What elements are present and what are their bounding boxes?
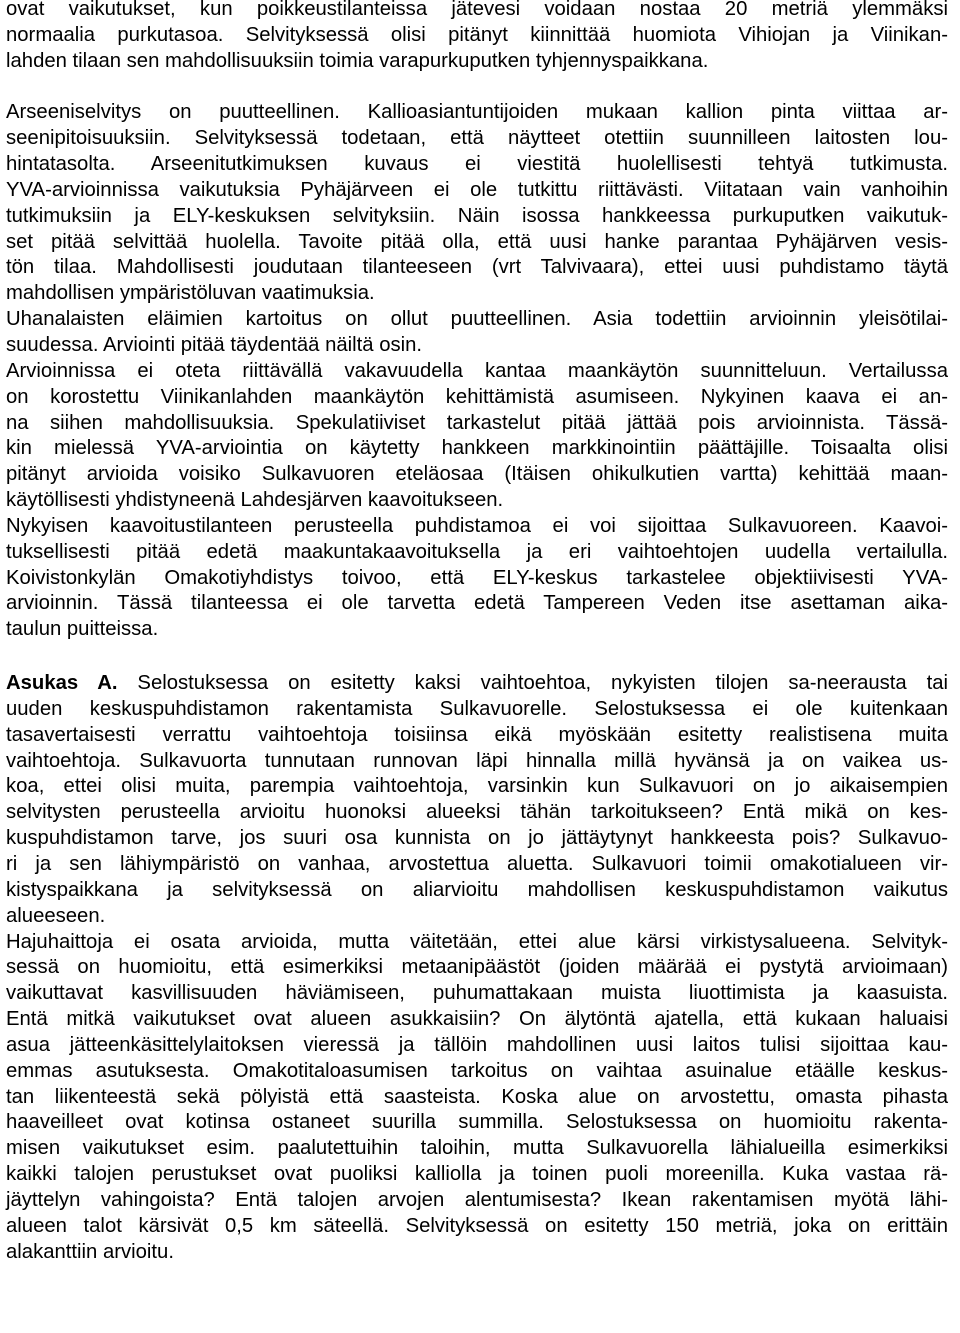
text-line: haaveilleet ovat kotinsa ostaneet suurilla summilla. Selostuksessa on huomioitu rakenta- bbox=[6, 1111, 948, 1134]
text-line: mahdollisen ympäristöluvan vaatimuksia. bbox=[6, 282, 375, 305]
text-line: tön tilaa. Mahdollisesti joudutaan tilanteeseen (vrt Talvivaara), ettei uusi puhdistamo täytä bbox=[6, 256, 948, 279]
text-line: jäyttelyn vahingoista? Entä talojen arvojen alentumisesta? Ikean rakentamisen myötä lähi- bbox=[6, 1188, 948, 1211]
speaker-heading: Asukas A. bbox=[6, 672, 118, 695]
text-line: kaikki talojen perustukset ovat puoliksi kalliolla ja toinen puoli moreenilla. Kuka vastaa rä- bbox=[6, 1163, 948, 1186]
text-line: arvioinnin. Tässä tilanteessa ei ole tarvetta edetä Tampereen Veden itse asettaman aika- bbox=[6, 592, 948, 615]
section-asukas-a bbox=[6, 671, 948, 1265]
text-line-rest: Selostuksessa on esitetty kaksi vaihtoehtoa, nykyisten tilojen sa-neerausta tai bbox=[117, 672, 948, 695]
text-line: kuspuhdistamon tarve, jos suuri osa kunnista on jo jättäytynyt hankkeesta pois? Sulkavuo- bbox=[6, 827, 948, 850]
text-line: vaikuttavat kasvillisuuden häviämiseen, puhumattakaan muista liuottimista ja kaasuista. bbox=[6, 982, 948, 1005]
text-line: ovat vaikutukset, kun poikkeustilanteissa jätevesi voidaan nostaa 20 metriä ylemmäksi bbox=[6, 0, 948, 20]
text-line: alakanttiin arvioitu. bbox=[6, 1240, 174, 1263]
text-line: Nykyisen kaavoitustilanteen perusteella puhdistamoa ei voi sijoittaa Sulkavuoreen. Kaavoi- bbox=[6, 514, 948, 537]
text-line: Hajuhaittoja ei osata arvioida, mutta väitetään, ettei alue kärsi virkistysalueena. Selvityk- bbox=[6, 930, 948, 953]
text-line: ri ja sen lähiympäristö on vanhaa, arvostettua aluetta. Sulkavuori toimii omakotialueen vir- bbox=[6, 853, 948, 875]
text-line: pitänyt arvioida voisiko Sulkavuoren eteläosaa (Itäisen ohikulkutien vartta) kehittää maan- bbox=[6, 463, 948, 486]
paragraph-gap bbox=[6, 643, 948, 671]
text-line: on korostettu Viinikanlahden maankäytön kehittämistä asumiseen. Nykyinen kaava ei an- bbox=[6, 385, 948, 408]
text-line: sessä on huomioitu, että esimerkiksi metaanipäästöt (joiden määrää ei pystytä arvioimaan) bbox=[6, 956, 948, 979]
text-line: Koivistonkylän Omakotiyhdistys toivoo, että ELY-keskus tarkastelee objektiivisesti YVA- bbox=[6, 566, 948, 589]
text-line: selvitysten perusteella arvioitu huonoksi alueeksi tähän tarkoitukseen? Entä mikä on kes- bbox=[6, 801, 948, 824]
text-line: Arvioinnissa ei oteta riittävällä vakavuudella kantaa maankäytön suunnitteluun. Vertailussa bbox=[6, 359, 948, 382]
text-line: alueeseen. bbox=[6, 904, 106, 927]
text-line: misen vaikutukset esim. paalutettuihin taloihin, mutta Sulkavuorella lähialueilla esimerkiksi bbox=[6, 1137, 948, 1160]
text-line: uuden keskuspuhdistamon rakentamista Sulkavuorelle. Selostuksessa ei ole kuitenkaan bbox=[6, 697, 948, 720]
text-line: tuksellisesti pitää edetä maakuntakaavoituksella ja eri vaihtoehtojen uudella vertailulla. bbox=[6, 540, 948, 563]
text-line: na siihen mahdollisuuksia. Spekulatiiviset tarkastelut pitää jättää pois arvioinnista. Tässä- bbox=[6, 411, 948, 434]
text-line: seenipitoisuuksiin. Selvityksessä todetaan, että näytteet otettiin suunnilleen laitosten lou- bbox=[6, 127, 948, 150]
text-line: kin mielessä YVA-arviointia on käytetty hankkeen markkinointiin päättäjille. Toisaalta olisi bbox=[6, 437, 948, 460]
text-line: alueen talot kärsivät 0,5 km säteellä. Selvityksessä on esitetty 150 metriä, joka on erittäin bbox=[6, 1214, 948, 1237]
text-line: käytöllisesti yhdistyneenä Lahdesjärven kaavoitukseen. bbox=[6, 489, 504, 512]
text-line: hintatasolta. Arseenitutkimuksen kuvaus ei viestitä huolellisesti tehtyä tutkimusta. bbox=[6, 153, 948, 176]
blank-line bbox=[6, 75, 948, 101]
section-arviointi-puutteet bbox=[6, 0, 948, 643]
text-line: tutkimuksiin ja ELY-keskuksen selvityksiin. Näin isossa hankkeessa purkuputken vaikutuk- bbox=[6, 204, 948, 227]
text-line: tan liikenteestä sekä pölyistä että saasteista. Koska alue on arvostettu, omasta pihasta bbox=[6, 1085, 948, 1108]
text-line: lahden tilaan sen mahdollisuuksiin toimia varapurkuputken tyhjennyspaikkana. bbox=[6, 49, 709, 72]
text-line: asua jätteenkäsittelylaitoksen vieressä ja tällöin mahdollinen uusi laitos tulisi sijoittaa kau- bbox=[6, 1033, 948, 1056]
text-line: taulun puitteissa. bbox=[6, 618, 159, 641]
text-line: Arseeniselvitys on puutteellinen. Kallioasiantuntijoiden mukaan kallion pinta viittaa ar- bbox=[6, 101, 948, 124]
text-line: set pitää selvittää huolella. Tavoite pitää olla, että uusi hanke parantaa Pyhäjärven vesis- bbox=[6, 230, 948, 253]
document-page bbox=[6, 0, 948, 1266]
text-line: kistyspaikkana ja selvityksessä on aliarvioitu mahdollisen keskuspuhdistamon vaikutus bbox=[6, 878, 948, 901]
text-line: koa, ettei olisi muita, parempia vaihtoehtoja, varsinkin kun Sulkavuori on jo aikaisempien bbox=[6, 775, 948, 798]
text-line: normaalia purkutasoa. Selvityksessä olisi pitänyt kiinnittää huomiota Vihiojan ja Viinikan- bbox=[6, 23, 948, 46]
text-line: Entä mitkä vaikutukset ovat alueen asukkaisiin? On älytöntä ajatella, että kukaan haluaisi bbox=[6, 1008, 948, 1031]
text-line: YVA-arvioinnissa vaikutuksia Pyhäjärveen ei ole tutkittu riittävästi. Viitataan vain vanhoihin bbox=[6, 178, 948, 201]
text-line: vaihtoehtoja. Sulkavuorta tunnutaan runnovan läpi hinnalla millä hyvänsä ja on vaikea us- bbox=[6, 749, 948, 772]
text-line bbox=[6, 671, 948, 697]
text-line: suudessa. Arviointi pitää täydentää näiltä osin. bbox=[6, 333, 423, 356]
text-line: Uhanalaisten eläimien kartoitus on ollut puutteellinen. Asia todettiin arvioinnin yleisötilai- bbox=[6, 308, 948, 331]
text-line: tasavertaisesti verrattu vaihtoehtoja toisiinsa eikä myöskään esitetty realistisena muita bbox=[6, 723, 948, 746]
text-line: emmas asutuksesta. Omakotitaloasumisen tarkoitus on vaihtaa asuinalue etäälle keskus- bbox=[6, 1059, 948, 1082]
